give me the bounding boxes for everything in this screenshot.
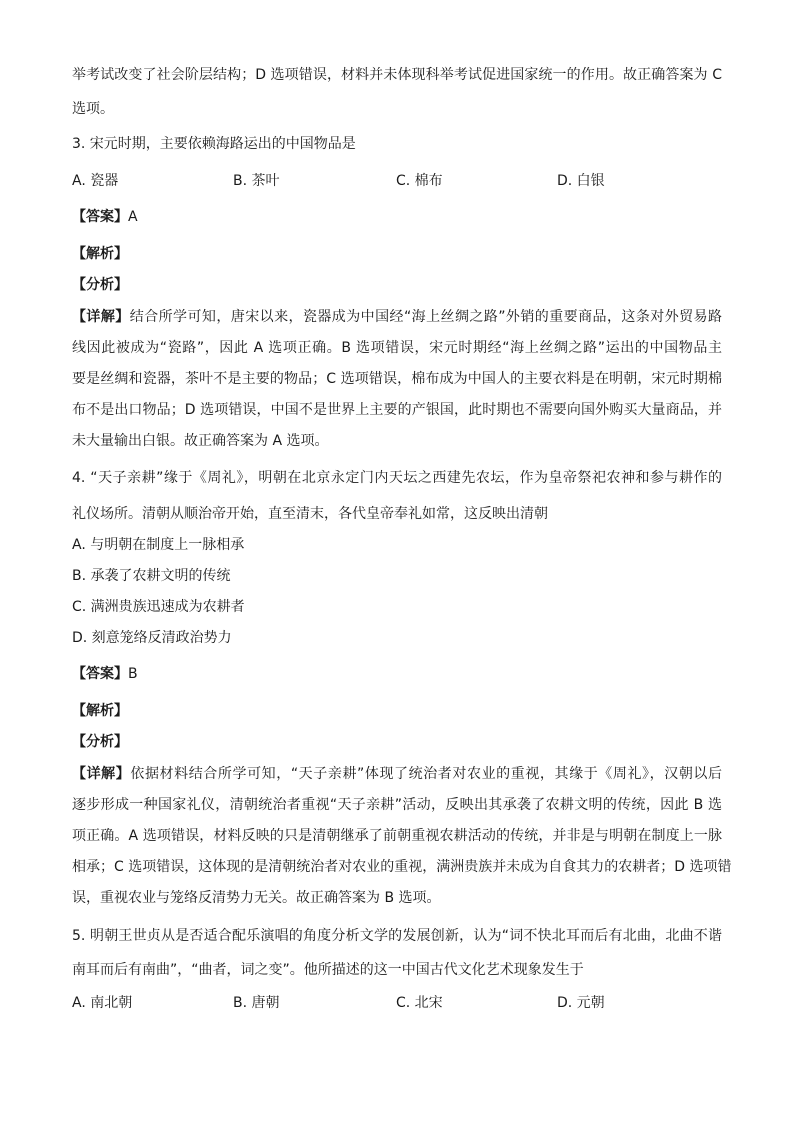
detail-tag: 【详解】 bbox=[72, 766, 131, 782]
answer-value: A bbox=[128, 209, 138, 225]
question-3-stem: 3. 宋元时期，主要依赖海路运出的中国物品是 bbox=[72, 136, 356, 152]
continuation-text-line: 举考试改变了社会阶层结构；D 选项错误，材料并未体现科举考试促进国家统一的作用。故正确答案为 C bbox=[72, 67, 722, 83]
detail-text: 依据材料结合所学可知，“天子亲耕”体现了统治者对农业的重视，其缘于《周礼》，汉朝以后 bbox=[130, 766, 722, 782]
question-5-option-b: B. 唐朝 bbox=[233, 995, 280, 1011]
question-3-detail-line: 布不是出口物品；D 选项错误，中国不是世界上主要的产银国，此时期也不需要向国外购买大量商品，并 bbox=[72, 402, 722, 418]
question-4-detail-line: 项正确。A 选项错误，材料反映的只是清朝继承了前朝重视农耕活动的传统，并非是与明朝在制度上一脉 bbox=[72, 828, 722, 844]
question-4-option-d: D. 刻意笼络反清政治势力 bbox=[72, 630, 232, 646]
question-3-detail-line bbox=[72, 307, 722, 327]
answer-tag: 【答案】 bbox=[72, 209, 128, 225]
fenxi-tag: 【分析】 bbox=[72, 734, 128, 750]
question-5-option-a: A. 南北朝 bbox=[72, 995, 133, 1011]
fenxi-tag: 【分析】 bbox=[72, 277, 128, 293]
question-4-stem: 4. “天子亲耕”缘于《周礼》，明朝在北京永定门内天坛之西建先农坛，作为皇帝祭祀农神和参与耕作的 bbox=[72, 470, 722, 486]
question-4-detail-line bbox=[72, 764, 722, 784]
detail-tag: 【详解】 bbox=[72, 309, 130, 325]
analysis-tag: 【解析】 bbox=[72, 703, 128, 719]
answer-value: B bbox=[128, 666, 138, 682]
question-4-stem: 礼仪场所。清朝从顺治帝开始，直至清末，各代皇帝奉礼如常，这反映出清朝 bbox=[72, 506, 548, 522]
question-4-option-a: A. 与明朝在制度上一脉相承 bbox=[72, 537, 245, 553]
question-4-detail-line: 误，重视农业与笼络反清势力无关。故正确答案为 B 选项。 bbox=[72, 890, 441, 906]
continuation-text-line: 选项。 bbox=[72, 101, 114, 117]
question-4-detail-line: 逐步形成一种国家礼仪，清朝统治者重视“天子亲耕”活动，反映出其承袭了农耕文明的传统，因此 B 选 bbox=[72, 797, 722, 813]
question-3-option-d: D. 白银 bbox=[557, 173, 605, 189]
answer-tag: 【答案】 bbox=[72, 666, 128, 682]
question-3-answer bbox=[72, 207, 722, 227]
question-4-option-b: B. 承袭了农耕文明的传统 bbox=[72, 568, 231, 584]
question-5-option-d: D. 元朝 bbox=[557, 995, 605, 1011]
question-5-stem: 5. 明朝王世贞从是否适合配乐演唱的角度分析文学的发展创新，认为“词不快北耳而后有北曲，北曲不谐 bbox=[72, 928, 722, 944]
question-3-option-a: A. 瓷器 bbox=[72, 173, 119, 189]
question-5-option-c: C. 北宋 bbox=[396, 995, 443, 1011]
question-4-detail-line: 相承；C 选项错误，这体现的是清朝统治者对农业的重视，满洲贵族并未成为自食其力的农耕者；D 选项错 bbox=[72, 859, 732, 875]
analysis-tag: 【解析】 bbox=[72, 246, 128, 262]
detail-text: 结合所学可知，唐宋以来，瓷器成为中国经“海上丝绸之路”外销的重要商品，这条对外贸易路 bbox=[129, 309, 722, 325]
question-4-option-c: C. 满洲贵族迅速成为农耕者 bbox=[72, 599, 245, 615]
question-3-detail-line: 未大量输出白银。故正确答案为 A 选项。 bbox=[72, 433, 329, 449]
question-3-detail-line: 要是丝绸和瓷器，茶叶不是主要的物品；C 选项错误，棉布成为中国人的主要衣料是在明朝，宋元时期棉 bbox=[72, 371, 722, 387]
question-5-stem: 南耳而后有南曲”，“曲者，词之变”。他所描述的这一中国古代文化艺术现象发生于 bbox=[72, 962, 584, 978]
question-4-answer bbox=[72, 664, 722, 684]
question-3-option-c: C. 棉布 bbox=[396, 173, 443, 189]
question-3-option-b: B. 茶叶 bbox=[233, 173, 280, 189]
question-3-detail-line: 线因此被成为“瓷路”，因此 A 选项正确。B 选项错误，宋元时期经“海上丝绸之路”运出的中国物品主 bbox=[72, 340, 722, 356]
